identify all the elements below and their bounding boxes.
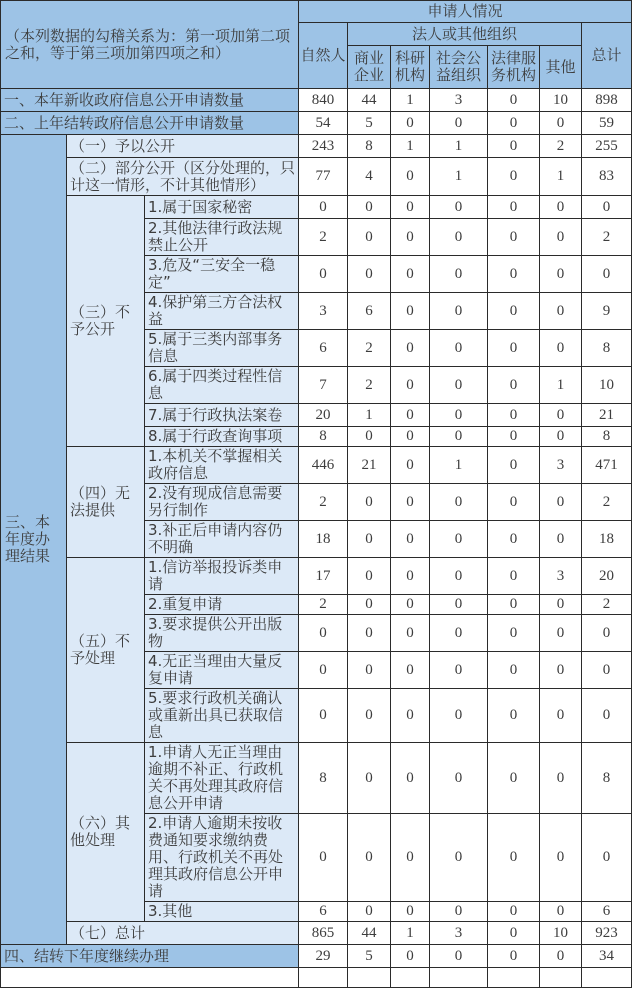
value-cell: 8 [582,427,632,447]
value-cell: 0 [391,219,430,256]
subsection-label: （一）予以公开 [67,135,299,158]
value-cell: 6 [582,902,632,922]
value-cell: 77 [299,158,348,196]
value-cell: 0 [430,902,488,922]
value-cell: 0 [430,689,488,743]
item-label: 6.属于四类过程性信息 [145,367,299,404]
value-cell: 0 [430,293,488,330]
value-cell: 2 [540,135,582,158]
table-row [1,558,632,595]
value-cell: 0 [488,135,540,158]
value-cell: 471 [582,447,632,484]
value-cell: 0 [540,814,582,902]
value-cell: 0 [488,521,540,558]
value-cell: 898 [582,89,632,112]
value-cell: 0 [299,196,348,219]
value-cell: 0 [299,814,348,902]
value-cell: 0 [488,743,540,814]
value-cell: 20 [582,558,632,595]
value-cell: 21 [348,447,391,484]
value-cell: 446 [299,447,348,484]
value-cell: 0 [540,404,582,427]
value-cell: 0 [348,196,391,219]
value-cell: 0 [488,447,540,484]
value-cell: 0 [391,112,430,135]
table-row [1,196,632,219]
value-cell: 9 [582,293,632,330]
subsection-label: （七）总计 [67,922,299,945]
reconciliation-note: （本列数据的勾稽关系为：第一项加第二项之和，等于第三项加第四项之和） [1,1,299,89]
table-row [1,112,632,135]
header-total: 总计 [582,23,632,89]
value-cell: 8 [582,743,632,814]
value-cell: 0 [488,112,540,135]
value-cell: 1 [391,135,430,158]
value-cell: 0 [488,689,540,743]
value-cell: 2 [582,219,632,256]
value-cell: 0 [391,427,430,447]
value-cell: 0 [299,615,348,652]
value-cell: 2 [348,330,391,367]
item-label: 1.申请人无正当理由逾期不补正、行政机关不再处理其政府信息公开申请 [145,743,299,814]
value-cell: 0 [299,652,348,689]
value-cell: 0 [582,814,632,902]
value-cell: 0 [430,367,488,404]
value-cell: 0 [348,256,391,293]
value-cell: 0 [540,427,582,447]
value-cell: 2 [299,595,348,615]
value-cell: 17 [299,558,348,595]
value-cell: 8 [299,427,348,447]
value-cell: 29 [299,945,348,968]
item-label: 3.危及“三安全一稳定” [145,256,299,293]
value-cell: 0 [391,256,430,293]
row-label: 一、本年新收政府信息公开申请数量 [1,89,299,112]
group-label: （五）不予处理 [67,558,145,743]
value-cell: 0 [391,814,430,902]
header-commercial-enterprise: 商业企业 [348,46,391,89]
value-cell: 0 [540,945,582,968]
item-label: 2.申请人逾期未按收费通知要求缴纳费用、行政机关不再处理其政府信息公开申请 [145,814,299,902]
header-public-welfare-org: 社会公益组织 [430,46,488,89]
value-cell: 59 [582,112,632,135]
value-cell: 0 [488,256,540,293]
value-cell: 1 [391,89,430,112]
partial-value-cell [488,968,540,988]
group-label: （三）不予公开 [67,196,145,447]
value-cell: 0 [348,689,391,743]
value-cell: 243 [299,135,348,158]
value-cell: 18 [582,521,632,558]
value-cell: 3 [430,89,488,112]
item-label: 8.属于行政查询事项 [145,427,299,447]
value-cell: 0 [299,689,348,743]
item-label: 4.保护第三方合法权益 [145,293,299,330]
value-cell: 10 [540,89,582,112]
value-cell: 0 [348,427,391,447]
value-cell: 0 [488,922,540,945]
item-label: 3.要求提供公开出版物 [145,615,299,652]
partial-value-cell [582,968,632,988]
value-cell: 0 [488,293,540,330]
value-cell: 0 [488,330,540,367]
table-body [1,89,632,988]
header-row-applicant [1,1,632,23]
value-cell: 0 [430,330,488,367]
value-cell: 0 [391,558,430,595]
value-cell: 20 [299,404,348,427]
value-cell: 0 [488,945,540,968]
value-cell: 0 [430,404,488,427]
value-cell: 2 [582,484,632,521]
value-cell: 0 [348,814,391,902]
value-cell: 0 [582,256,632,293]
value-cell: 0 [582,196,632,219]
value-cell: 6 [299,902,348,922]
value-cell: 0 [540,615,582,652]
value-cell: 0 [391,652,430,689]
value-cell: 0 [430,427,488,447]
value-cell: 0 [391,595,430,615]
value-cell: 4 [348,158,391,196]
value-cell: 18 [299,521,348,558]
item-label: 1.属于国家秘密 [145,196,299,219]
value-cell: 0 [488,89,540,112]
value-cell: 0 [582,652,632,689]
value-cell: 8 [299,743,348,814]
header-legal-service-org: 法律服务机构 [488,46,540,89]
value-cell: 0 [430,615,488,652]
value-cell: 0 [540,256,582,293]
value-cell: 3 [540,558,582,595]
item-label: 7.属于行政执法案卷 [145,404,299,427]
item-label: 2.重复申请 [145,595,299,615]
value-cell: 0 [348,615,391,652]
value-cell: 0 [391,615,430,652]
value-cell: 0 [582,689,632,743]
table-row [1,135,632,158]
table-row [1,447,632,484]
value-cell: 0 [540,689,582,743]
value-cell: 0 [430,112,488,135]
value-cell: 0 [391,330,430,367]
value-cell: 0 [391,447,430,484]
item-label: 2.没有现成信息需要另行制作 [145,484,299,521]
header-applicant-status: 申请人情况 [299,1,632,23]
value-cell: 0 [391,484,430,521]
value-cell: 0 [391,689,430,743]
item-label: 2.其他法律行政法规禁止公开 [145,219,299,256]
value-cell: 1 [430,135,488,158]
value-cell: 0 [348,219,391,256]
value-cell: 0 [540,521,582,558]
value-cell: 0 [348,652,391,689]
value-cell: 0 [391,945,430,968]
value-cell: 0 [299,256,348,293]
value-cell: 0 [430,945,488,968]
partial-label-cell [1,968,299,988]
value-cell: 6 [348,293,391,330]
value-cell: 34 [582,945,632,968]
value-cell: 7 [299,367,348,404]
value-cell: 0 [430,256,488,293]
value-cell: 0 [488,615,540,652]
value-cell: 0 [391,743,430,814]
subsection-label: （二）部分公开（区分处理的，只计这一情形，不计其他情形） [67,158,299,196]
item-label: 3.其他 [145,902,299,922]
value-cell: 0 [391,367,430,404]
value-cell: 0 [430,743,488,814]
group-label: （六）其他处理 [67,743,145,922]
table-row [1,922,632,945]
value-cell: 0 [540,112,582,135]
partial-value-cell [430,968,488,988]
header-research-institution: 科研机构 [391,46,430,89]
value-cell: 0 [540,595,582,615]
value-cell: 0 [540,293,582,330]
value-cell: 0 [488,404,540,427]
value-cell: 0 [348,521,391,558]
partial-row [1,968,632,988]
value-cell: 0 [430,595,488,615]
value-cell: 2 [299,219,348,256]
value-cell: 0 [488,595,540,615]
value-cell: 923 [582,922,632,945]
value-cell: 0 [430,196,488,219]
header-legal-or-other-org: 法人或其他组织 [348,23,582,46]
value-cell: 0 [391,902,430,922]
value-cell: 1 [430,158,488,196]
value-cell: 0 [540,652,582,689]
partial-value-cell [540,968,582,988]
header-natural-person: 自然人 [299,23,348,89]
value-cell: 0 [582,615,632,652]
value-cell: 0 [391,404,430,427]
value-cell: 0 [391,293,430,330]
value-cell: 0 [348,743,391,814]
value-cell: 0 [430,814,488,902]
value-cell: 0 [348,484,391,521]
table-row [1,158,632,196]
value-cell: 54 [299,112,348,135]
value-cell: 0 [540,484,582,521]
value-cell: 0 [430,484,488,521]
value-cell: 0 [430,558,488,595]
item-label: 1.信访举报投诉类申请 [145,558,299,595]
value-cell: 3 [540,447,582,484]
value-cell: 1 [540,158,582,196]
value-cell: 0 [540,330,582,367]
value-cell: 0 [488,652,540,689]
value-cell: 1 [430,447,488,484]
value-cell: 840 [299,89,348,112]
value-cell: 0 [488,814,540,902]
value-cell: 0 [488,427,540,447]
group-label: （四）无法提供 [67,447,145,558]
value-cell: 0 [488,484,540,521]
table-row [1,945,632,968]
value-cell: 6 [299,330,348,367]
row-label: 四、结转下年度继续办理 [1,945,299,968]
row-label: 二、上年结转政府信息公开申请数量 [1,112,299,135]
value-cell: 8 [348,135,391,158]
value-cell: 21 [582,404,632,427]
value-cell: 0 [391,521,430,558]
value-cell: 0 [488,558,540,595]
value-cell: 3 [299,293,348,330]
value-cell: 0 [540,196,582,219]
value-cell: 10 [582,367,632,404]
item-label: 3.补正后申请内容仍不明确 [145,521,299,558]
value-cell: 0 [348,902,391,922]
value-cell: 44 [348,89,391,112]
item-label: 1.本机关不掌握相关政府信息 [145,447,299,484]
table-row [1,743,632,814]
value-cell: 1 [391,922,430,945]
value-cell: 2 [299,484,348,521]
value-cell: 0 [348,595,391,615]
value-cell: 0 [488,196,540,219]
value-cell: 0 [540,902,582,922]
value-cell: 44 [348,922,391,945]
value-cell: 0 [488,219,540,256]
value-cell: 8 [582,330,632,367]
item-label: 5.属于三类内部事务信息 [145,330,299,367]
value-cell: 865 [299,922,348,945]
value-cell: 0 [430,652,488,689]
value-cell: 10 [540,922,582,945]
value-cell: 0 [430,219,488,256]
partial-value-cell [391,968,430,988]
value-cell: 0 [488,367,540,404]
value-cell: 0 [488,158,540,196]
value-cell: 0 [488,902,540,922]
partial-value-cell [299,968,348,988]
value-cell: 83 [582,158,632,196]
value-cell: 5 [348,945,391,968]
value-cell: 1 [540,367,582,404]
value-cell: 255 [582,135,632,158]
value-cell: 2 [348,367,391,404]
value-cell: 0 [540,219,582,256]
item-label: 5.要求行政机关确认或重新出具已获取信息 [145,689,299,743]
value-cell: 1 [348,404,391,427]
item-label: 4.无正当理由大量反复申请 [145,652,299,689]
value-cell: 0 [391,158,430,196]
value-cell: 0 [430,521,488,558]
value-cell: 0 [348,558,391,595]
header-other-org: 其他 [540,46,582,89]
value-cell: 5 [348,112,391,135]
section-label-annual-results: 三、本年度办理结果 [1,135,67,945]
value-cell: 3 [430,922,488,945]
value-cell: 0 [540,743,582,814]
partial-value-cell [348,968,391,988]
table-row [1,89,632,112]
value-cell: 2 [582,595,632,615]
value-cell: 0 [391,196,430,219]
